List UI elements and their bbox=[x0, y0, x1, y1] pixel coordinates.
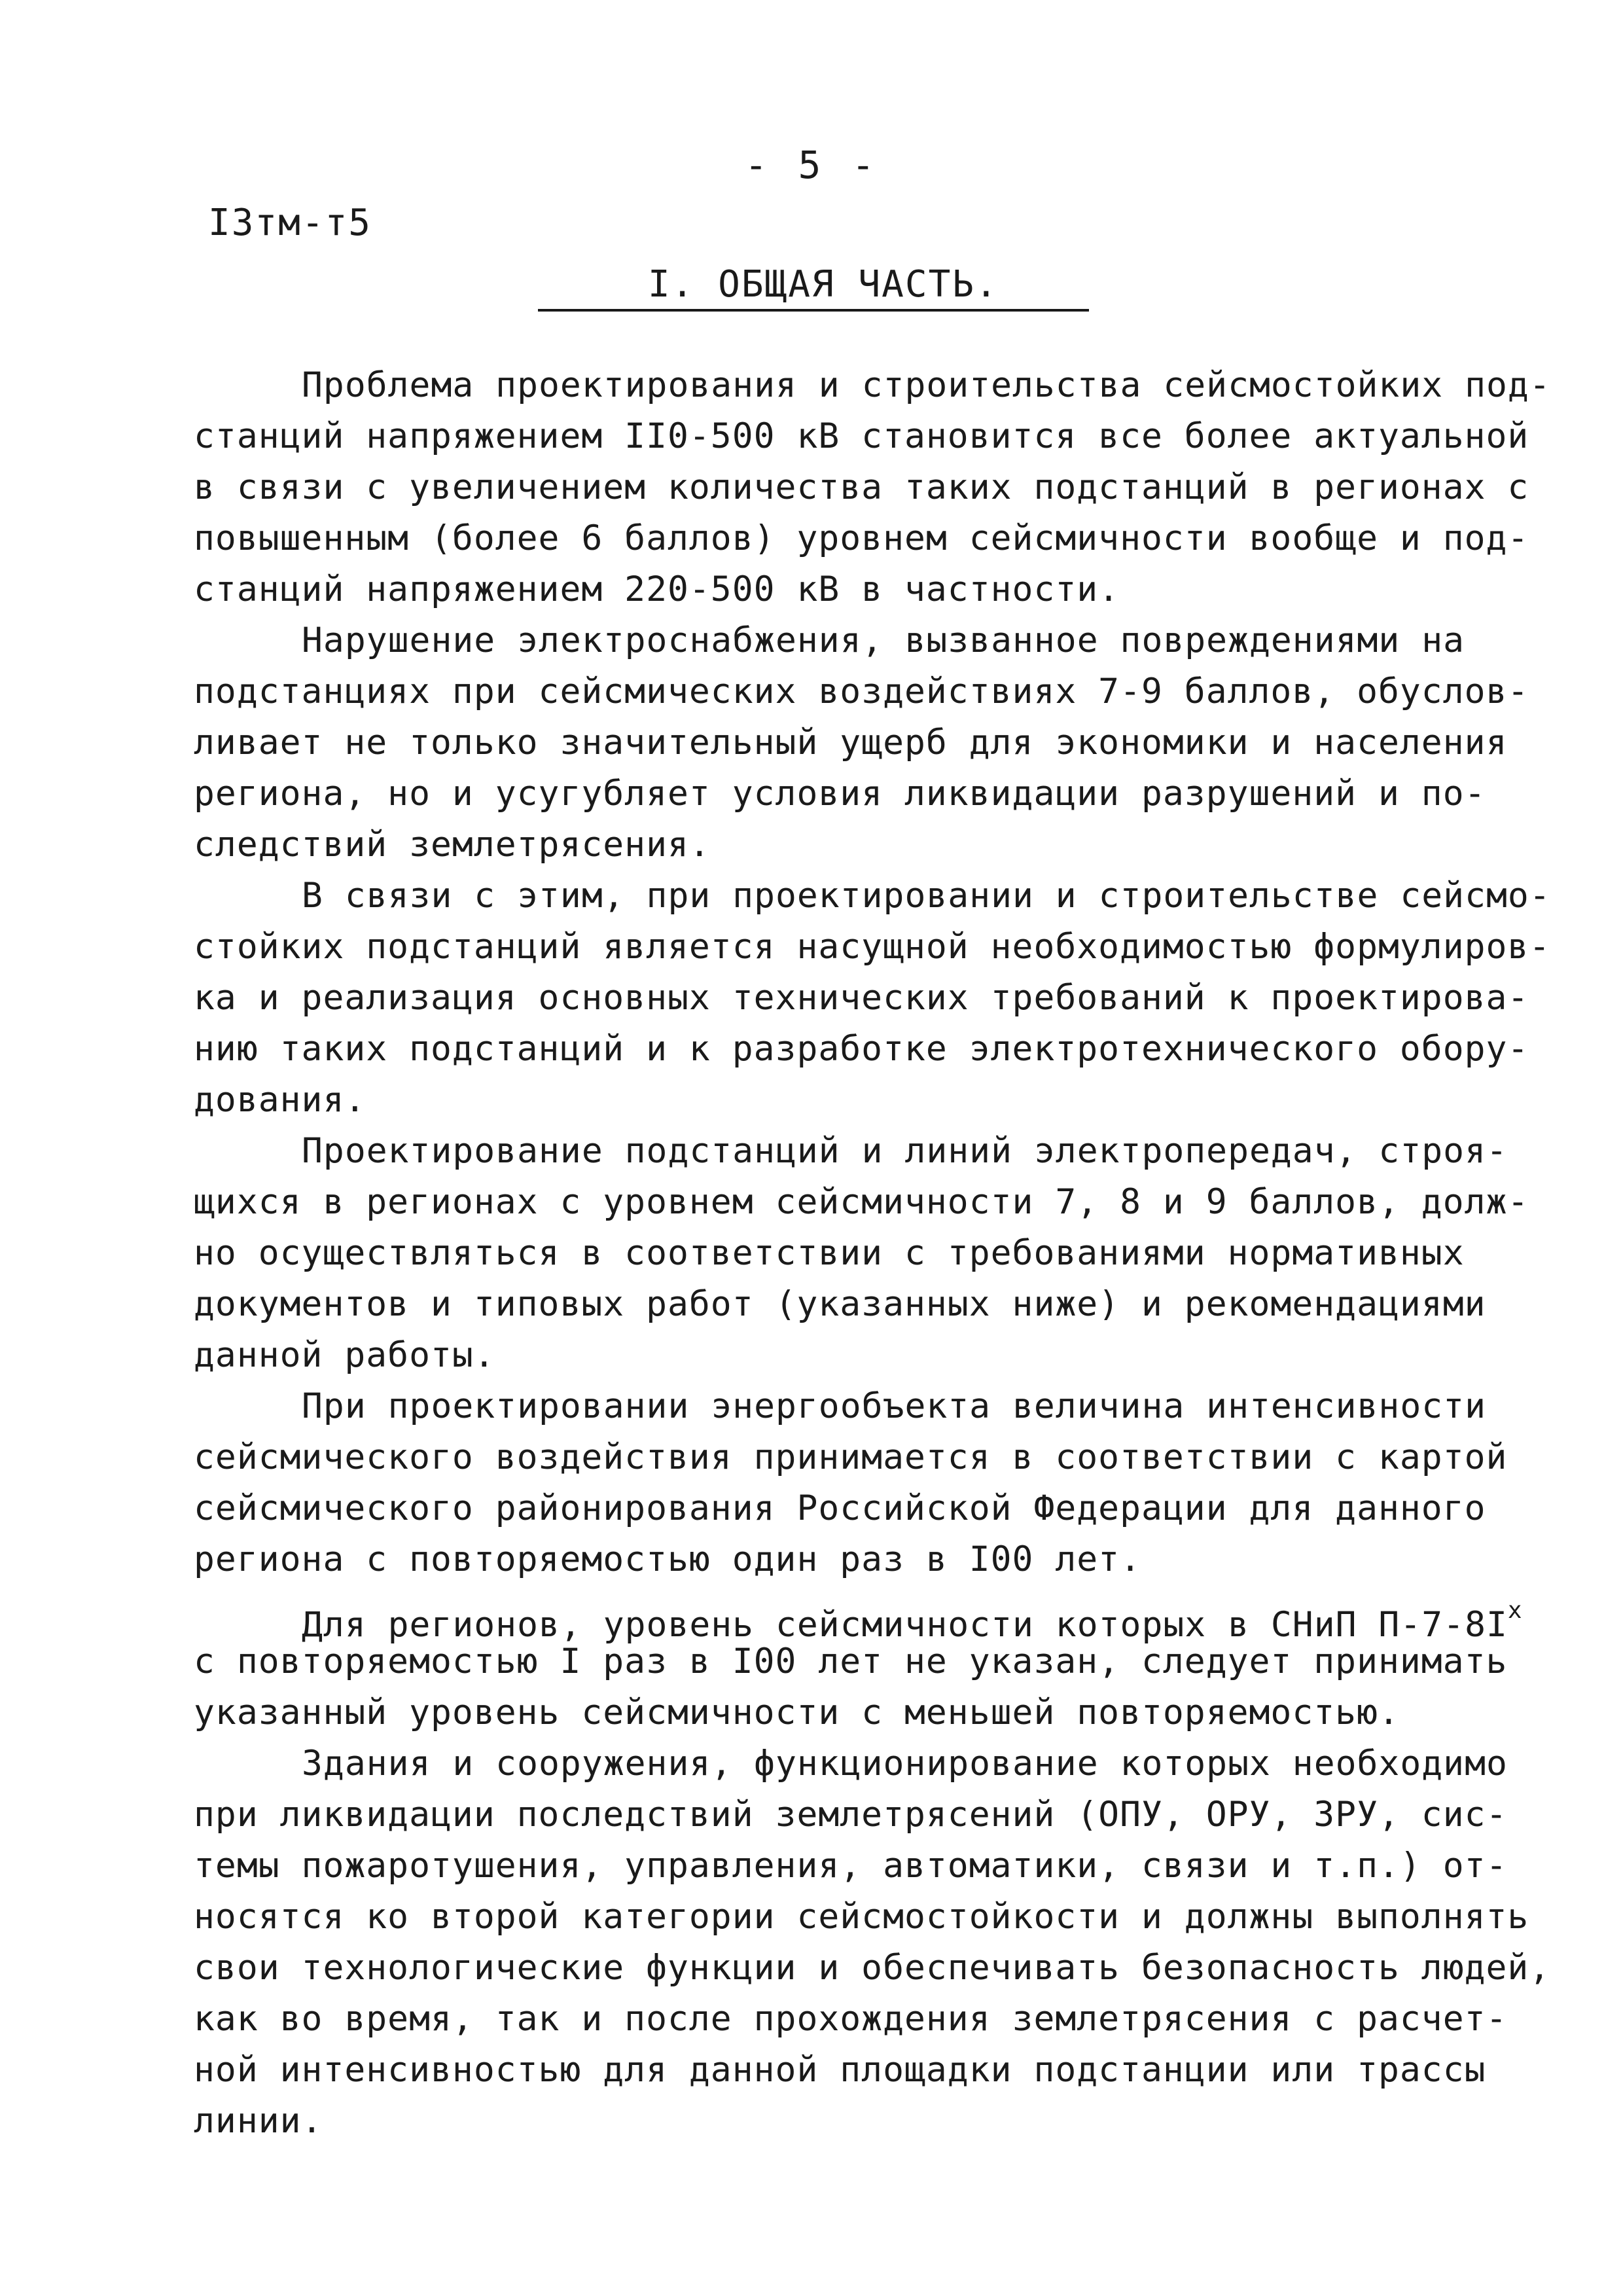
text-line: с повторяемостью I раз в I00 лет не указан, следует принимать bbox=[194, 1641, 1508, 1681]
text-line: свои технологические функции и обеспечивать безопасность людей, bbox=[194, 1948, 1551, 1988]
text-line: как во время, так и после прохождения землетрясения с расчет- bbox=[194, 1999, 1508, 2039]
text-line: щихся в регионах с уровнем сейсмичности 7, 8 и 9 баллов, долж- bbox=[194, 1182, 1529, 1222]
text-line: носятся ко второй категории сейсмостойкости и должны выполнять bbox=[194, 1897, 1529, 1937]
text-line: ной интенсивностью для данной площадки подстанции или трассы bbox=[194, 2050, 1486, 2090]
paragraph bbox=[194, 1126, 1529, 1381]
paragraph bbox=[194, 870, 1551, 1126]
paragraph bbox=[194, 615, 1529, 870]
text-line: Проблема проектирования и строительства сейсмостойких под- bbox=[302, 365, 1551, 405]
text-line: В связи с этим, при проектировании и строительстве сейсмо- bbox=[302, 876, 1551, 916]
text-line: нию таких подстанций и к разработке электротехнического обору- bbox=[194, 1029, 1529, 1069]
text-line: региона с повторяемостью один раз в I00 лет. bbox=[194, 1539, 1141, 1579]
text-line: стойких подстанций является насущной необходимостью формулиров- bbox=[194, 927, 1551, 967]
title-underline bbox=[538, 309, 1089, 312]
text-line: дования. bbox=[194, 1080, 366, 1120]
body-text bbox=[194, 360, 1551, 2147]
paragraph bbox=[194, 360, 1551, 615]
text-line: сейсмического районирования Российской Федерации для данного bbox=[194, 1488, 1486, 1528]
text-line: Проектирование подстанций и линий электропередач, строя- bbox=[302, 1131, 1508, 1171]
text-line-main: Для регионов, уровень сейсмичности которых в СНиП П-7-8I bbox=[302, 1605, 1508, 1645]
text-line: сейсмического воздействия принимается в соответствии с картой bbox=[194, 1437, 1508, 1477]
text-line: в связи с увеличением количества таких подстанций в регионах с bbox=[194, 467, 1529, 507]
text-line: станций напряжением 220-500 кВ в частности. bbox=[194, 569, 1120, 609]
text-line: ливает не только значительный ущерб для экономики и населения bbox=[194, 723, 1508, 762]
text-line: документов и типовых работ (указанных ниже) и рекомендациями bbox=[194, 1284, 1486, 1324]
footnote-mark: x bbox=[1507, 1597, 1523, 1624]
text-line: данной работы. bbox=[194, 1335, 495, 1375]
text-line: но осуществляться в соответствии с требованиями нормативных bbox=[194, 1233, 1465, 1273]
text-line: повышенным (более 6 баллов) уровнем сейсмичности вообще и под- bbox=[194, 518, 1529, 558]
text-line: при ликвидации последствий землетрясений (ОПУ, ОРУ, ЗРУ, сис- bbox=[194, 1795, 1508, 1835]
text-line: При проектировании энергообъекта величина интенсивности bbox=[302, 1386, 1486, 1426]
text-line: станций напряжением II0-500 кВ становится все более актуальной bbox=[194, 416, 1529, 456]
text-line: Здания и сооружения, функционирование которых необходимо bbox=[302, 1744, 1508, 1784]
text-line: темы пожаротушения, управления, автоматики, связи и т.п.) от- bbox=[194, 1846, 1508, 1886]
text-line: Нарушение электроснабжения, вызванное повреждениями на bbox=[302, 620, 1465, 660]
text-line: следствий землетрясения. bbox=[194, 825, 711, 865]
paragraph bbox=[194, 1738, 1551, 2147]
paragraph bbox=[194, 1585, 1523, 1738]
text-line: линии. bbox=[194, 2101, 323, 2141]
text-line: подстанциях при сейсмических воздействиях 7-9 баллов, обуслов- bbox=[194, 672, 1529, 711]
text-line: ка и реализация основных технических требований к проектирова- bbox=[194, 978, 1529, 1018]
paragraph bbox=[194, 1381, 1508, 1585]
text-line: указанный уровень сейсмичности с меньшей повторяемостью. bbox=[194, 1693, 1400, 1732]
page-number: - 5 - bbox=[744, 143, 879, 187]
text-line: региона, но и усугубляет условия ликвидации разрушений и по- bbox=[194, 774, 1486, 814]
section-title: I. ОБЩАЯ ЧАСТЬ. bbox=[648, 263, 999, 306]
text-line bbox=[194, 1585, 1523, 1645]
document-code: I3тм-т5 bbox=[208, 202, 372, 244]
